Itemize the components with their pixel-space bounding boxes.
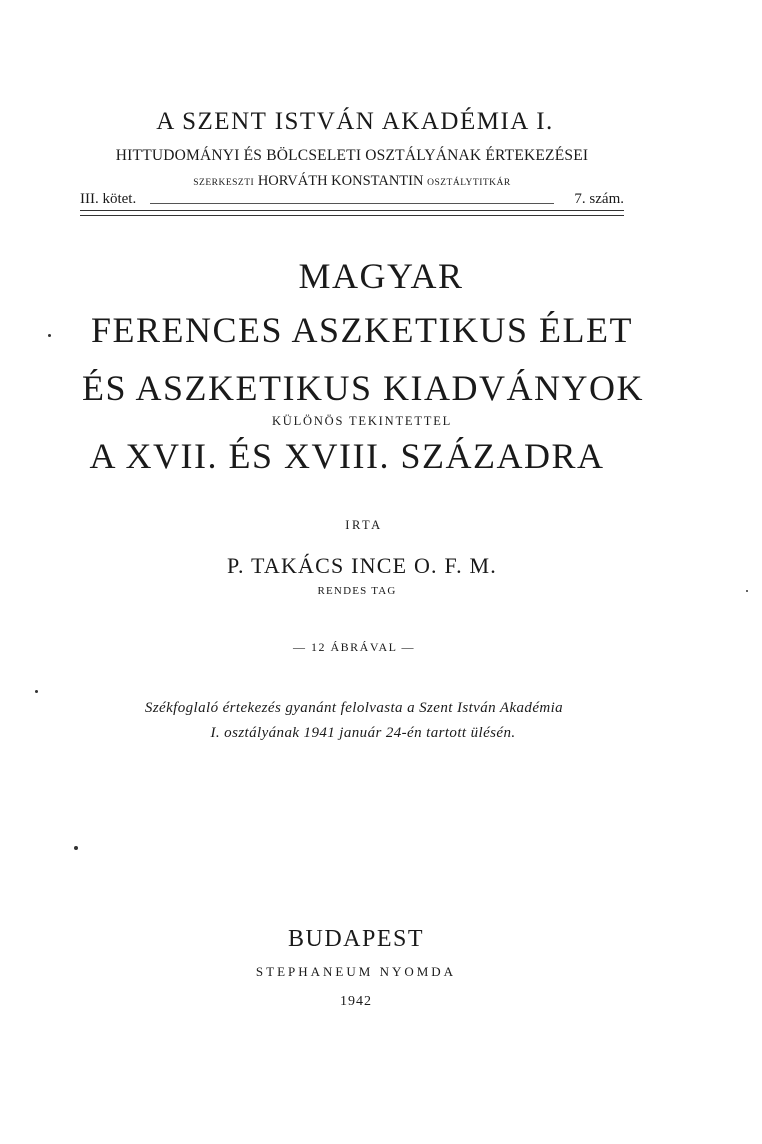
imprint-city: BUDAPEST xyxy=(287,926,425,952)
header-divider xyxy=(80,210,624,216)
editor-name: HORVÁTH KONSTANTIN xyxy=(257,173,424,189)
author-membership: RENDES TAG xyxy=(317,585,397,597)
figures-note: — 12 ÁBRÁVAL — xyxy=(292,640,415,654)
volume-number: III. kötet. xyxy=(80,191,137,207)
scan-speck xyxy=(35,690,38,693)
main-title-line-1: MAGYAR xyxy=(298,256,464,296)
main-title-line-2: FERENCES ASZKETIKUS ÉLET xyxy=(90,310,633,350)
wrote-label: IRTA xyxy=(345,518,383,532)
lecture-note-line-2: I. osztályának 1941 január 24-én tartott ülésén. xyxy=(210,725,516,741)
editor-prefix: SZERKESZTI xyxy=(193,178,255,188)
scan-speck xyxy=(74,846,78,850)
issue-number: 7. szám. xyxy=(574,191,624,207)
ornamental-rule xyxy=(150,203,554,204)
scan-speck xyxy=(746,590,748,592)
imprint-press: STEPHANEUM NYOMDA xyxy=(255,964,457,979)
main-title-line-4: A XVII. ÉS XVIII. SZÁZADRA xyxy=(89,436,605,476)
volume-row xyxy=(80,191,624,211)
imprint-year: 1942 xyxy=(340,994,372,1009)
editor-role: OSZTÁLYTITKÁR xyxy=(427,178,511,188)
series-subtitle: HITTUDOMÁNYI ÉS BÖLCSELETI OSZTÁLYÁNAK ÉRTEKEZÉSEI xyxy=(115,147,589,164)
series-title: A SZENT ISTVÁN AKADÉMIA I. xyxy=(156,108,554,135)
main-title-line-3: ÉS ASZKETIKUS KIADVÁNYOK xyxy=(82,368,644,408)
author-name: P. TAKÁCS INCE O. F. M. xyxy=(227,553,497,578)
editor-line xyxy=(80,173,624,190)
lecture-note-line-1: Székfoglaló értekezés gyanánt felolvasta a Szent István Akadémia xyxy=(144,700,564,716)
scan-speck xyxy=(48,334,51,337)
title-connector: KÜLÖNÖS TEKINTETTEL xyxy=(271,414,453,428)
